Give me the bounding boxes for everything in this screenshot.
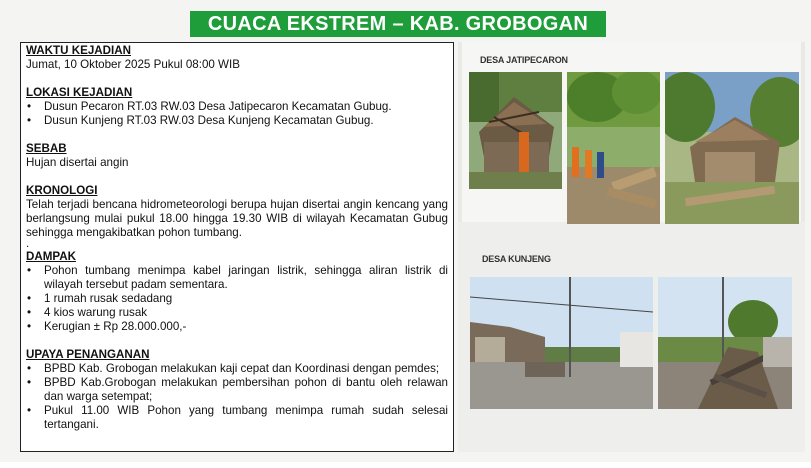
list-item: • Pukul 11.00 WIB Pohon yang tumbang menimpa rumah sudah selesai tertangani. — [26, 404, 448, 432]
list-item: • 1 rumah rusak sedadang — [26, 292, 448, 306]
label-kunjeng: DESA KUNJENG — [482, 254, 551, 264]
waktu-heading: WAKTU KEJADIAN — [26, 44, 131, 57]
upaya-heading: UPAYA PENANGANAN — [26, 348, 150, 361]
list-item: • BPBD Kab.Grobogan melakukan pembersihan pohon di bantu oleh relawan dan warga setempat; — [26, 376, 448, 404]
kronologi-text: Telah terjadi bencana hidrometeorologi berupa hujan disertai angin kencang yang berlangsung mulai pukul 18.00 hingga 19.30 WIB di wilayah Kecamatan Gubug sehingga mengakibatkan pohon tumbang. — [26, 198, 448, 239]
list-item: • BPBD Kab. Grobogan melakukan kaji cepat dan Koordinasi dengan pemdes; — [26, 362, 448, 376]
list-item: • Kerugian ± Rp 28.000.000,- — [26, 320, 448, 334]
dampak-heading: DAMPAK — [26, 250, 77, 263]
kronologi-heading: KRONOLOGI — [26, 184, 98, 197]
stray-dot: . — [26, 237, 30, 250]
sebab-text: Hujan disertai angin — [26, 156, 129, 169]
list-item: • Pohon tumbang menimpa kabel jaringan listrik, sehingga aliran listrik di wilayah tersebut padam sementara. — [26, 264, 448, 292]
bottom-border — [0, 462, 811, 468]
list-item: • 4 kios warung rusak — [26, 306, 448, 320]
list-item: • Dusun Kunjeng RT.03 RW.03 Desa Kunjeng Kecamatan Gubug. — [26, 114, 448, 128]
label-jatipecaron: DESA JATIPECARON — [480, 55, 568, 65]
lokasi-list — [26, 100, 448, 128]
list-item: • Dusun Pecaron RT.03 RW.03 Desa Jatipecaron Kecamatan Gubug. — [26, 100, 448, 114]
waktu-text: Jumat, 10 Oktober 2025 Pukul 08:00 WIB — [26, 58, 240, 71]
dampak-list — [26, 264, 448, 334]
photo-kunjeng-road — [470, 277, 653, 409]
sebab-heading: SEBAB — [26, 142, 67, 155]
photo-jatipecaron-workers — [567, 72, 660, 224]
photo-kunjeng-debris — [658, 277, 792, 409]
slide-title: CUACA EKSTREM – KAB. GROBOGAN — [190, 11, 606, 37]
photo-panel — [458, 42, 805, 452]
photo-jatipecaron-house — [469, 72, 562, 189]
upaya-list — [26, 362, 448, 432]
photo-jatipecaron-collapsed — [665, 72, 799, 224]
report-box — [20, 42, 454, 452]
lokasi-heading: LOKASI KEJADIAN — [26, 86, 133, 99]
